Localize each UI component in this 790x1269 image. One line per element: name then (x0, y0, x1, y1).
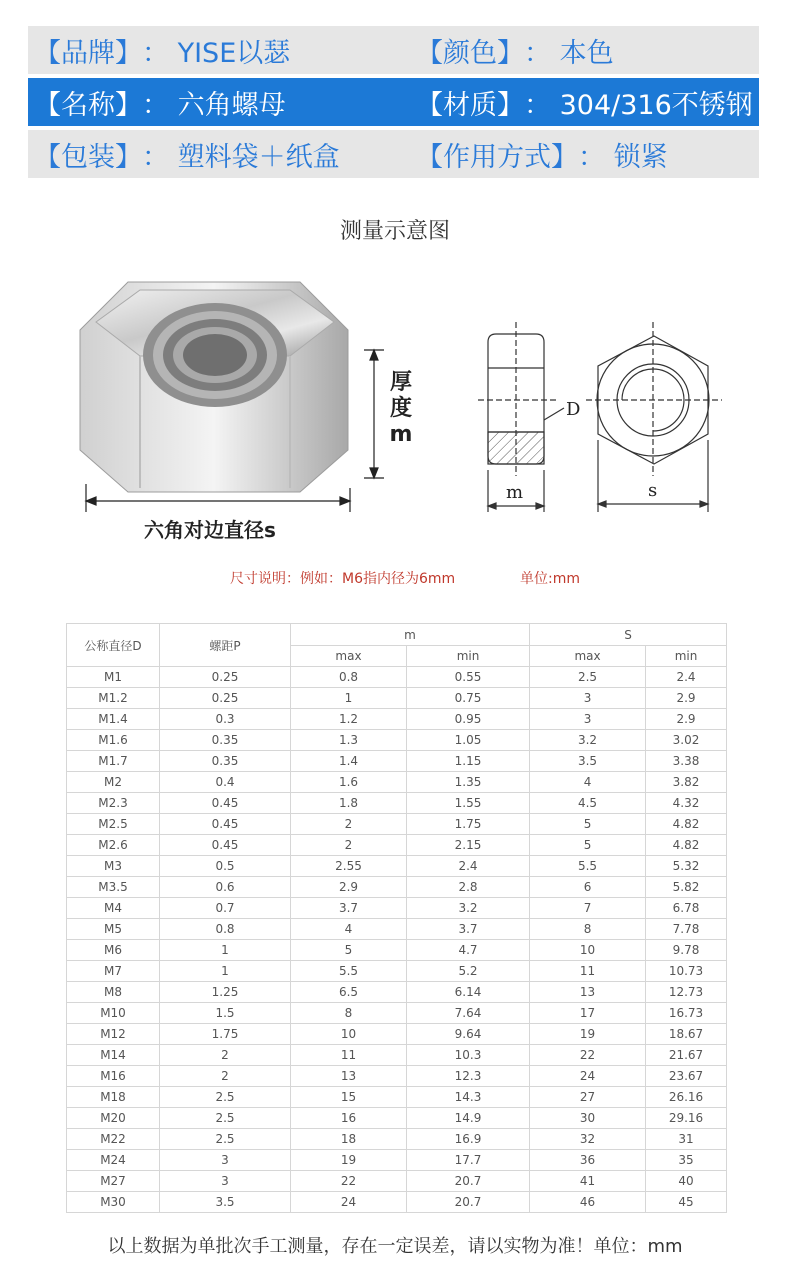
cell-p: 0.35 (160, 730, 291, 751)
cell-m-max: 2.9 (291, 877, 407, 898)
cell-d: M1 (67, 667, 160, 688)
cell-s-max: 36 (530, 1150, 646, 1171)
cell-m-min: 2.8 (407, 877, 530, 898)
cell-s-max: 8 (530, 919, 646, 940)
cell-p: 0.8 (160, 919, 291, 940)
cell-p: 0.45 (160, 793, 291, 814)
function-value: 锁紧 (613, 141, 668, 173)
cell-s-min: 12.73 (646, 982, 727, 1003)
cell-p: 0.45 (160, 835, 291, 856)
cell-s-min: 18.67 (646, 1024, 727, 1045)
diagram-title: 测量示意图 (339, 219, 450, 244)
table-row (67, 877, 727, 898)
cell-s-max: 10 (530, 940, 646, 961)
cell-p: 1.25 (160, 982, 291, 1003)
thickness-label (386, 370, 416, 448)
brand-label: 【品牌】 (34, 37, 142, 69)
cell-d: M2.3 (67, 793, 160, 814)
cell-d: M14 (67, 1045, 160, 1066)
cell-s-max: 13 (530, 982, 646, 1003)
unit-note: 单位:mm (520, 571, 580, 587)
cell-m-min: 0.75 (407, 688, 530, 709)
cell-m-max: 2.55 (291, 856, 407, 877)
cell-s-min: 16.73 (646, 1003, 727, 1024)
cell-s-max: 46 (530, 1192, 646, 1213)
cell-m-min: 7.64 (407, 1003, 530, 1024)
cell-s-max: 3 (530, 688, 646, 709)
cell-s-max: 3.5 (530, 751, 646, 772)
brand-value: YISE以瑟 (177, 37, 291, 69)
cell-p: 1.5 (160, 1003, 291, 1024)
cell-s-max: 17 (530, 1003, 646, 1024)
size-note: 尺寸说明：例如：M6指内径为6mm (230, 571, 456, 587)
sub-header-m-max: max (291, 646, 407, 667)
table-row (67, 1024, 727, 1045)
cell-p: 1 (160, 961, 291, 982)
table-row (67, 1066, 727, 1087)
cell-m-max: 1 (291, 688, 407, 709)
cell-s-max: 30 (530, 1108, 646, 1129)
cell-m-min: 1.15 (407, 751, 530, 772)
cell-m-min: 10.3 (407, 1045, 530, 1066)
cell-s-min: 7.78 (646, 919, 727, 940)
cell-m-max: 2 (291, 814, 407, 835)
cell-m-min: 1.05 (407, 730, 530, 751)
material-sep: ： (524, 89, 551, 121)
function-label: 【作用方式】 (416, 141, 578, 173)
cell-p: 2 (160, 1066, 291, 1087)
cell-p: 2.5 (160, 1087, 291, 1108)
cell-s-min: 4.82 (646, 835, 727, 856)
cell-m-min: 1.35 (407, 772, 530, 793)
cell-m-min: 20.7 (407, 1192, 530, 1213)
cell-d: M10 (67, 1003, 160, 1024)
cell-m-max: 19 (291, 1150, 407, 1171)
cell-m-max: 8 (291, 1003, 407, 1024)
hex-nut-photo (80, 282, 348, 492)
brand-sep: ： (142, 37, 169, 69)
cell-d: M6 (67, 940, 160, 961)
cell-m-max: 3.7 (291, 898, 407, 919)
table-row (67, 835, 727, 856)
table-row (67, 814, 727, 835)
cell-p: 3 (160, 1150, 291, 1171)
cell-m-max: 10 (291, 1024, 407, 1045)
cell-m-min: 5.2 (407, 961, 530, 982)
table-row (67, 856, 727, 877)
cell-d: M27 (67, 1171, 160, 1192)
cell-m-min: 0.95 (407, 709, 530, 730)
col-header-d: 公称直径D (67, 624, 160, 667)
name-value: 六角螺母 (177, 89, 286, 121)
cell-p: 1.75 (160, 1024, 291, 1045)
cell-m-min: 14.9 (407, 1108, 530, 1129)
label-s: s (648, 480, 658, 501)
package-sep: ： (142, 141, 169, 173)
table-row (67, 898, 727, 919)
cell-s-min: 10.73 (646, 961, 727, 982)
thickness-char-1: 厚 (389, 370, 412, 395)
label-m: m (506, 482, 524, 503)
col-header-s: S (530, 624, 727, 646)
cell-m-min: 14.3 (407, 1087, 530, 1108)
table-row (67, 709, 727, 730)
cell-p: 0.25 (160, 667, 291, 688)
cell-s-max: 5 (530, 814, 646, 835)
color-sep: ： (524, 37, 551, 69)
cell-m-max: 1.6 (291, 772, 407, 793)
across-flats-label: 六角对边直径s (144, 518, 276, 542)
cell-s-min: 29.16 (646, 1108, 727, 1129)
cell-s-max: 3.2 (530, 730, 646, 751)
table-row (67, 793, 727, 814)
table-row (67, 961, 727, 982)
cell-d: M1.6 (67, 730, 160, 751)
cell-s-min: 5.82 (646, 877, 727, 898)
cell-s-max: 6 (530, 877, 646, 898)
sub-header-s-min: min (646, 646, 727, 667)
table-row (67, 1087, 727, 1108)
cell-d: M12 (67, 1024, 160, 1045)
cell-m-min: 6.14 (407, 982, 530, 1003)
table-row (67, 1129, 727, 1150)
cell-s-min: 5.32 (646, 856, 727, 877)
cell-p: 0.4 (160, 772, 291, 793)
cell-d: M1.2 (67, 688, 160, 709)
cell-p: 0.3 (160, 709, 291, 730)
cell-m-min: 9.64 (407, 1024, 530, 1045)
cell-m-min: 1.55 (407, 793, 530, 814)
cell-d: M7 (67, 961, 160, 982)
cell-p: 2.5 (160, 1129, 291, 1150)
table-row (67, 982, 727, 1003)
cell-p: 3 (160, 1171, 291, 1192)
cell-s-max: 22 (530, 1045, 646, 1066)
cell-s-max: 5 (530, 835, 646, 856)
cell-s-min: 3.02 (646, 730, 727, 751)
cell-s-max: 41 (530, 1171, 646, 1192)
cell-m-min: 2.15 (407, 835, 530, 856)
color-value: 本色 (559, 37, 614, 69)
cell-m-min: 3.7 (407, 919, 530, 940)
thickness-char-3: m (389, 422, 413, 447)
cell-d: M18 (67, 1087, 160, 1108)
thickness-char-2: 度 (389, 396, 412, 421)
cell-p: 2.5 (160, 1108, 291, 1129)
col-header-m: m (291, 624, 530, 646)
cell-s-max: 32 (530, 1129, 646, 1150)
cell-p: 0.6 (160, 877, 291, 898)
cell-m-max: 1.4 (291, 751, 407, 772)
table-row (67, 1003, 727, 1024)
cell-m-min: 17.7 (407, 1150, 530, 1171)
cell-s-min: 4.82 (646, 814, 727, 835)
cell-p: 0.5 (160, 856, 291, 877)
cell-s-min: 3.82 (646, 772, 727, 793)
material-label: 【材质】 (416, 89, 524, 121)
cell-d: M2 (67, 772, 160, 793)
cell-p: 0.35 (160, 751, 291, 772)
cell-s-min: 26.16 (646, 1087, 727, 1108)
cell-d: M24 (67, 1150, 160, 1171)
cell-d: M4 (67, 898, 160, 919)
table-row (67, 667, 727, 688)
cell-d: M2.5 (67, 814, 160, 835)
cell-m-min: 4.7 (407, 940, 530, 961)
cell-s-min: 21.67 (646, 1045, 727, 1066)
measurement-illustration (0, 0, 790, 600)
cell-m-max: 1.8 (291, 793, 407, 814)
cell-s-min: 2.9 (646, 709, 727, 730)
cell-m-max: 16 (291, 1108, 407, 1129)
cell-m-max: 1.2 (291, 709, 407, 730)
cell-m-max: 13 (291, 1066, 407, 1087)
footer-disclaimer: 以上数据为单批次手工测量，存在一定误差，请以实物为准！单位：mm (107, 1236, 683, 1257)
cell-m-max: 22 (291, 1171, 407, 1192)
cell-m-max: 5 (291, 940, 407, 961)
thickness-dimension (364, 350, 384, 478)
name-sep: ： (142, 89, 169, 121)
cell-m-max: 2 (291, 835, 407, 856)
cell-s-max: 27 (530, 1087, 646, 1108)
cell-m-min: 1.75 (407, 814, 530, 835)
table-row (67, 772, 727, 793)
cell-d: M3.5 (67, 877, 160, 898)
cell-m-max: 24 (291, 1192, 407, 1213)
cell-p: 2 (160, 1045, 291, 1066)
cell-m-max: 4 (291, 919, 407, 940)
dimension-table (66, 623, 727, 1213)
cell-s-min: 31 (646, 1129, 727, 1150)
cell-s-min: 40 (646, 1171, 727, 1192)
cell-s-min: 9.78 (646, 940, 727, 961)
cell-d: M8 (67, 982, 160, 1003)
cell-m-min: 20.7 (407, 1171, 530, 1192)
cell-d: M1.7 (67, 751, 160, 772)
cell-s-min: 2.9 (646, 688, 727, 709)
cell-m-max: 1.3 (291, 730, 407, 751)
cell-s-max: 24 (530, 1066, 646, 1087)
cell-m-min: 12.3 (407, 1066, 530, 1087)
cell-p: 0.45 (160, 814, 291, 835)
table-row (67, 1150, 727, 1171)
cell-d: M3 (67, 856, 160, 877)
cell-s-max: 19 (530, 1024, 646, 1045)
table-row (67, 1171, 727, 1192)
table-row (67, 1108, 727, 1129)
table-row (67, 688, 727, 709)
package-value: 塑料袋＋纸盒 (177, 141, 340, 173)
table-row (67, 940, 727, 961)
cell-s-min: 45 (646, 1192, 727, 1213)
table-row (67, 1192, 727, 1213)
table-row (67, 919, 727, 940)
cell-d: M22 (67, 1129, 160, 1150)
cell-m-min: 0.55 (407, 667, 530, 688)
cell-m-max: 18 (291, 1129, 407, 1150)
cell-d: M1.4 (67, 709, 160, 730)
cell-m-max: 5.5 (291, 961, 407, 982)
cell-s-min: 4.32 (646, 793, 727, 814)
cell-m-min: 2.4 (407, 856, 530, 877)
cell-p: 1 (160, 940, 291, 961)
cell-m-min: 3.2 (407, 898, 530, 919)
cell-m-max: 0.8 (291, 667, 407, 688)
cell-s-max: 4 (530, 772, 646, 793)
cell-s-min: 2.4 (646, 667, 727, 688)
cell-s-min: 23.67 (646, 1066, 727, 1087)
cell-s-max: 11 (530, 961, 646, 982)
cell-m-max: 6.5 (291, 982, 407, 1003)
cell-d: M30 (67, 1192, 160, 1213)
cell-s-min: 3.38 (646, 751, 727, 772)
cell-s-max: 2.5 (530, 667, 646, 688)
name-label: 【名称】 (34, 89, 142, 121)
label-d: D (566, 399, 581, 420)
cell-p: 3.5 (160, 1192, 291, 1213)
sub-header-s-max: max (530, 646, 646, 667)
table-row (67, 730, 727, 751)
function-sep: ： (578, 141, 605, 173)
table-body (67, 667, 727, 1213)
color-label: 【颜色】 (416, 37, 524, 69)
cell-d: M16 (67, 1066, 160, 1087)
cell-d: M2.6 (67, 835, 160, 856)
cell-d: M5 (67, 919, 160, 940)
cell-m-max: 11 (291, 1045, 407, 1066)
cell-m-max: 15 (291, 1087, 407, 1108)
package-label: 【包装】 (34, 141, 142, 173)
cell-s-min: 6.78 (646, 898, 727, 919)
cell-s-max: 4.5 (530, 793, 646, 814)
cell-m-min: 16.9 (407, 1129, 530, 1150)
cell-s-max: 7 (530, 898, 646, 919)
cell-s-min: 35 (646, 1150, 727, 1171)
table-row (67, 1045, 727, 1066)
cell-d: M20 (67, 1108, 160, 1129)
cell-s-max: 3 (530, 709, 646, 730)
cell-p: 0.25 (160, 688, 291, 709)
col-header-p: 螺距P (160, 624, 291, 667)
material-value: 304/316不锈钢 (559, 89, 753, 121)
cell-p: 0.7 (160, 898, 291, 919)
cell-s-max: 5.5 (530, 856, 646, 877)
table-row (67, 751, 727, 772)
sub-header-m-min: min (407, 646, 530, 667)
